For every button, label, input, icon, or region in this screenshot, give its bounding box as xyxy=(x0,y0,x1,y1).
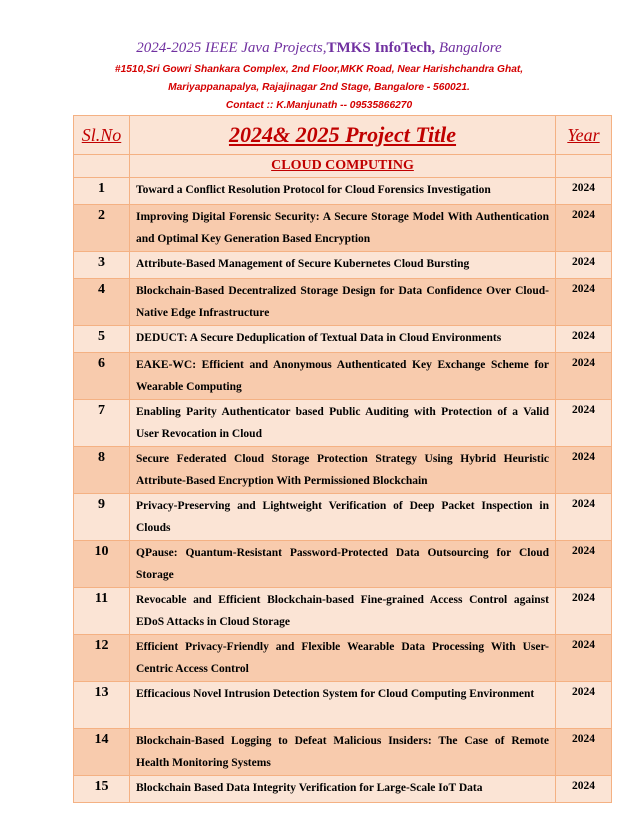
row-title: Privacy-Preserving and Lightweight Verification of Deep Packet Inspection in Clouds xyxy=(130,494,556,541)
table-row xyxy=(74,776,612,803)
row-number: 6 xyxy=(74,353,130,400)
row-year: 2024 xyxy=(556,400,612,447)
row-year: 2024 xyxy=(556,729,612,776)
row-year: 2024 xyxy=(556,682,612,729)
row-number: 13 xyxy=(74,682,130,729)
table-row xyxy=(74,682,612,729)
table-header-row xyxy=(74,116,612,155)
row-year: 2024 xyxy=(556,635,612,682)
row-title: Attribute-Based Management of Secure Kubernetes Cloud Bursting xyxy=(130,252,556,279)
row-year: 2024 xyxy=(556,588,612,635)
title-prefix: 2024-2025 IEEE Java Projects, xyxy=(136,40,327,56)
section-spacer-right xyxy=(556,155,612,178)
row-year: 2024 xyxy=(556,776,612,803)
row-number: 11 xyxy=(74,588,130,635)
row-year: 2024 xyxy=(556,447,612,494)
table-row xyxy=(74,494,612,541)
city-name: Bangalore xyxy=(435,40,502,56)
table-row xyxy=(74,279,612,326)
section-spacer-left xyxy=(74,155,130,178)
column-header-title: 2024& 2025 Project Title xyxy=(130,116,556,155)
page-header xyxy=(0,38,638,114)
page-title xyxy=(0,38,638,58)
row-title: Secure Federated Cloud Storage Protection Strategy Using Hybrid Heuristic Attribute-Based Encryption With Permissioned Blockchain xyxy=(130,447,556,494)
row-title: Blockchain Based Data Integrity Verification for Large-Scale IoT Data xyxy=(130,776,556,803)
table-row xyxy=(74,205,612,252)
table-row xyxy=(74,541,612,588)
table-row xyxy=(74,353,612,400)
table-row xyxy=(74,447,612,494)
section-row xyxy=(74,155,612,178)
row-number: 2 xyxy=(74,205,130,252)
row-number: 8 xyxy=(74,447,130,494)
row-number: 3 xyxy=(74,252,130,279)
row-year: 2024 xyxy=(556,252,612,279)
row-title: DEDUCT: A Secure Deduplication of Textual Data in Cloud Environments xyxy=(130,326,556,353)
company-name: TMKS InfoTech, xyxy=(326,40,436,56)
row-title: Efficacious Novel Intrusion Detection System for Cloud Computing Environment xyxy=(130,682,556,729)
row-title: Improving Digital Forensic Security: A Secure Storage Model With Authentication and Optimal Key Generation Based Encryption xyxy=(130,205,556,252)
row-year: 2024 xyxy=(556,279,612,326)
row-year: 2024 xyxy=(556,353,612,400)
row-number: 1 xyxy=(74,178,130,205)
row-number: 12 xyxy=(74,635,130,682)
column-header-year: Year xyxy=(556,116,612,155)
table-row xyxy=(74,178,612,205)
row-title: Efficient Privacy-Friendly and Flexible Wearable Data Processing With User-Centric Access Control xyxy=(130,635,556,682)
row-year: 2024 xyxy=(556,326,612,353)
row-title: Enabling Parity Authenticator based Public Auditing with Protection of a Valid User Revocation in Cloud xyxy=(130,400,556,447)
projects-table xyxy=(73,115,612,803)
row-number: 7 xyxy=(74,400,130,447)
table-row xyxy=(74,252,612,279)
row-number: 15 xyxy=(74,776,130,803)
row-number: 9 xyxy=(74,494,130,541)
row-title: Blockchain-Based Logging to Defeat Malicious Insiders: The Case of Remote Health Monitoring Systems xyxy=(130,729,556,776)
row-title: QPause: Quantum-Resistant Password-Protected Data Outsourcing for Cloud Storage xyxy=(130,541,556,588)
row-title: Revocable and Efficient Blockchain-based Fine-grained Access Control against EDoS Attacks in Cloud Storage xyxy=(130,588,556,635)
row-year: 2024 xyxy=(556,494,612,541)
table-row xyxy=(74,635,612,682)
table-row xyxy=(74,400,612,447)
contact-line: Contact :: K.Manjunath -- 09535866270 xyxy=(225,100,413,111)
row-title: Blockchain-Based Decentralized Storage Design for Data Confidence Over Cloud-Native Edge Infrastructure xyxy=(130,279,556,326)
row-number: 5 xyxy=(74,326,130,353)
row-year: 2024 xyxy=(556,178,612,205)
table-row xyxy=(74,326,612,353)
address-line-1: #1510,Sri Gowri Shankara Complex, 2nd Floor,MKK Road, Near Harishchandra Ghat, xyxy=(114,64,524,75)
row-year: 2024 xyxy=(556,541,612,588)
column-header-slno: Sl.No xyxy=(74,116,130,155)
row-number: 14 xyxy=(74,729,130,776)
row-number: 10 xyxy=(74,541,130,588)
row-number: 4 xyxy=(74,279,130,326)
row-year: 2024 xyxy=(556,205,612,252)
row-title: EAKE-WC: Efficient and Anonymous Authenticated Key Exchange Scheme for Wearable Computing xyxy=(130,353,556,400)
table-row xyxy=(74,588,612,635)
row-title: Toward a Conflict Resolution Protocol for Cloud Forensics Investigation xyxy=(130,178,556,205)
section-title: CLOUD COMPUTING xyxy=(130,155,556,178)
table-row xyxy=(74,729,612,776)
address-line-2: Mariyappanapalya, Rajajinagar 2nd Stage, Bangalore - 560021. xyxy=(168,82,470,93)
